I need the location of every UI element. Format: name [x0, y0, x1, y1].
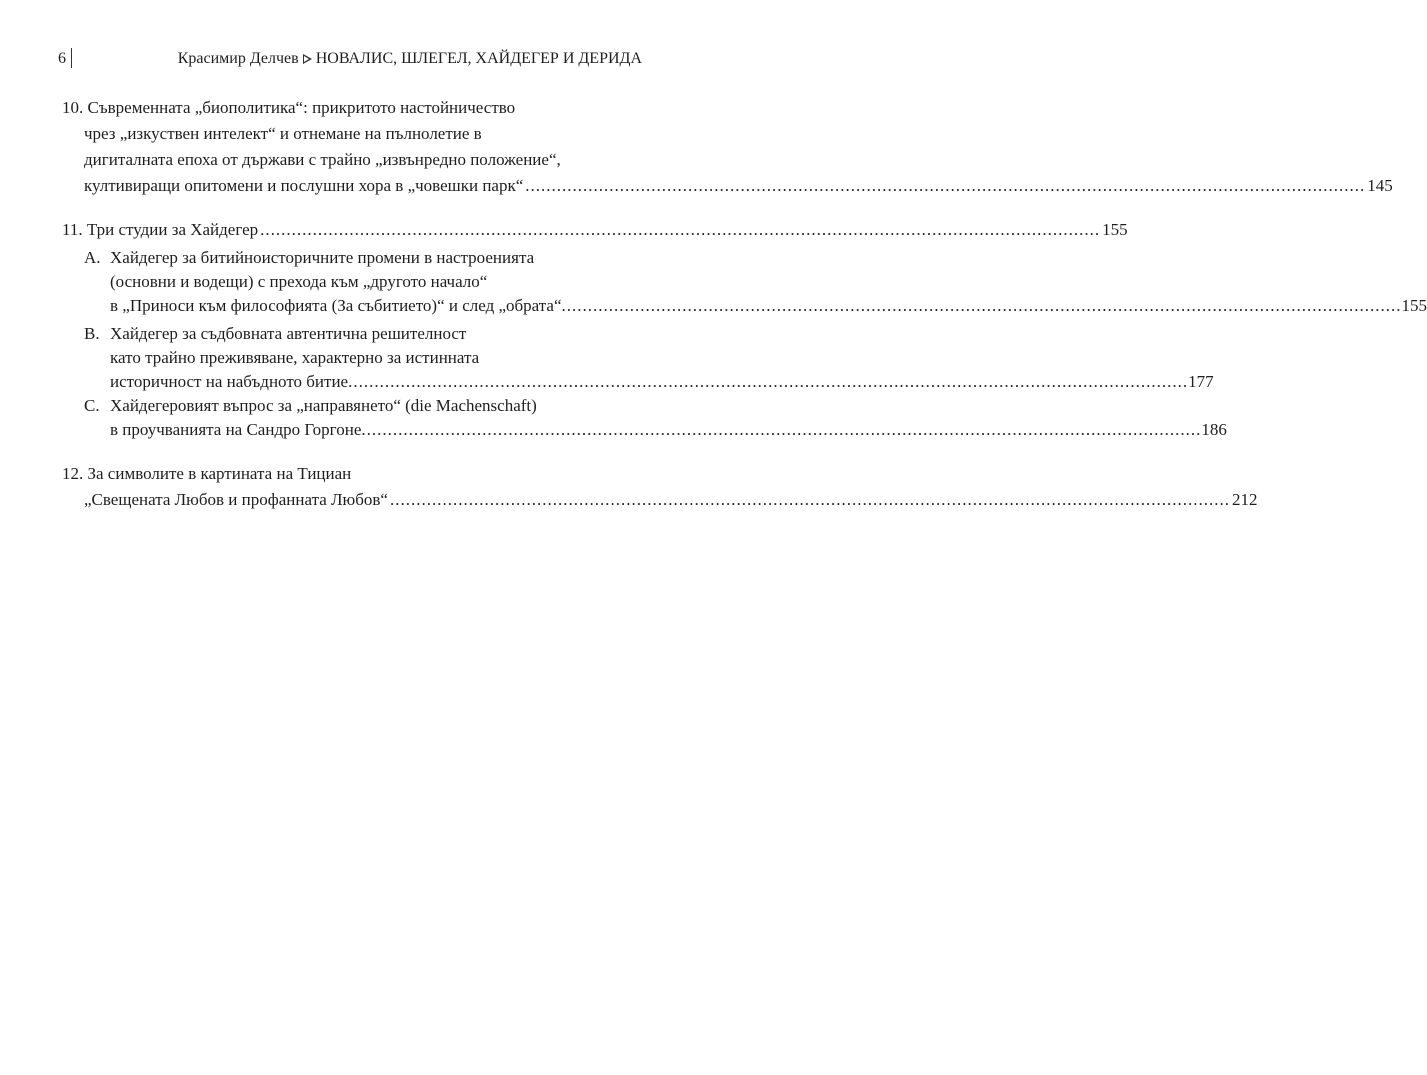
triangle-arrow-icon	[303, 54, 312, 64]
toc-entry-11c-letter: C.	[84, 396, 100, 415]
toc-entry-10-line-4[interactable]	[84, 174, 1393, 198]
toc-entry-12-page: 212	[1231, 490, 1258, 509]
page-number: 6	[58, 50, 66, 67]
toc-entry-11b-page: 177	[1188, 372, 1214, 391]
toc-entry-11c-page: 186	[1201, 420, 1227, 439]
toc-entry-11b-letter: B.	[84, 324, 100, 343]
toc-entry-11a-line-2: (основни и водещи) с прехода към „другото начало“	[110, 272, 488, 291]
toc-entry-12-line-2[interactable]	[84, 488, 1258, 512]
toc-entry-11a-page: 155	[1401, 296, 1427, 315]
toc-entry-12-line-1: 12. За символите в картината на Тициан	[62, 464, 352, 483]
dot-leader: ................................................................................................................................................................	[361, 420, 1202, 439]
toc-entry-11a-letter: A.	[84, 248, 101, 267]
toc-entry-11b-text: историчност на набъдното битие	[110, 372, 349, 391]
toc-entry-11[interactable]	[62, 218, 1128, 242]
dot-leader: ................................................................................................................................................................	[389, 490, 1230, 509]
running-header	[58, 50, 642, 70]
dot-leader: ................................................................................................................................................................	[561, 296, 1402, 315]
dot-leader: ................................................................................................................................................................	[525, 176, 1366, 195]
toc-entry-11a-line-1: Хайдегер за битийноисторичните промени в настроенията	[110, 248, 535, 267]
toc-entry-11a-text: в „Приноси към философията (За събитието)“ и след „обрата“	[110, 296, 562, 315]
toc-entry-11c-line-1: Хайдегеровият въпрос за „направянето“ (die Machenschaft)	[110, 396, 537, 415]
toc-entry-11c-line-2[interactable]	[110, 418, 1227, 442]
running-head	[178, 50, 642, 68]
toc-entry-10-text: култивиращи опитомени и послушни хора в „човешки парк“	[84, 176, 524, 195]
toc-entry-10-line-3: дигиталната епоха от държави с трайно „извънредно положение“,	[84, 150, 561, 169]
toc-entry-10-page: 145	[1367, 176, 1393, 195]
toc-entry-11-page: 155	[1102, 220, 1128, 239]
dot-leader: ................................................................................................................................................................	[260, 220, 1101, 239]
dot-leader: ................................................................................................................................................................	[348, 372, 1189, 391]
toc-entry-12-text: „Свещената Любов и профанната Любов“	[84, 490, 388, 509]
header-author: Красимир Делчев	[177, 50, 299, 67]
toc-entry-11c-text: в проучванията на Сандро Горгоне	[110, 420, 362, 439]
toc-entry-11-text: 11. Три студии за Хайдегер	[62, 220, 259, 239]
header-book-title: НОВАЛИС, ШЛЕГЕЛ, ХАЙДЕГЕР И ДЕРИДА	[315, 50, 642, 67]
toc-entry-10-line-1: 10. Съвременната „биополитика“: прикритото настойничество	[62, 98, 516, 117]
toc-entry-11b-line-3[interactable]	[110, 370, 1214, 394]
toc-entry-10-line-2: чрез „изкуствен интелект“ и отнемане на пълнолетие в	[84, 124, 482, 143]
toc-entry-11b-line-1: Хайдегер за съдбовната автентична решителност	[110, 324, 467, 343]
toc-entry-11b-line-2: като трайно преживяване, характерно за истинната	[110, 348, 480, 367]
toc-entry-11a-line-3[interactable]	[110, 294, 1427, 318]
page-number-divider	[71, 48, 72, 68]
